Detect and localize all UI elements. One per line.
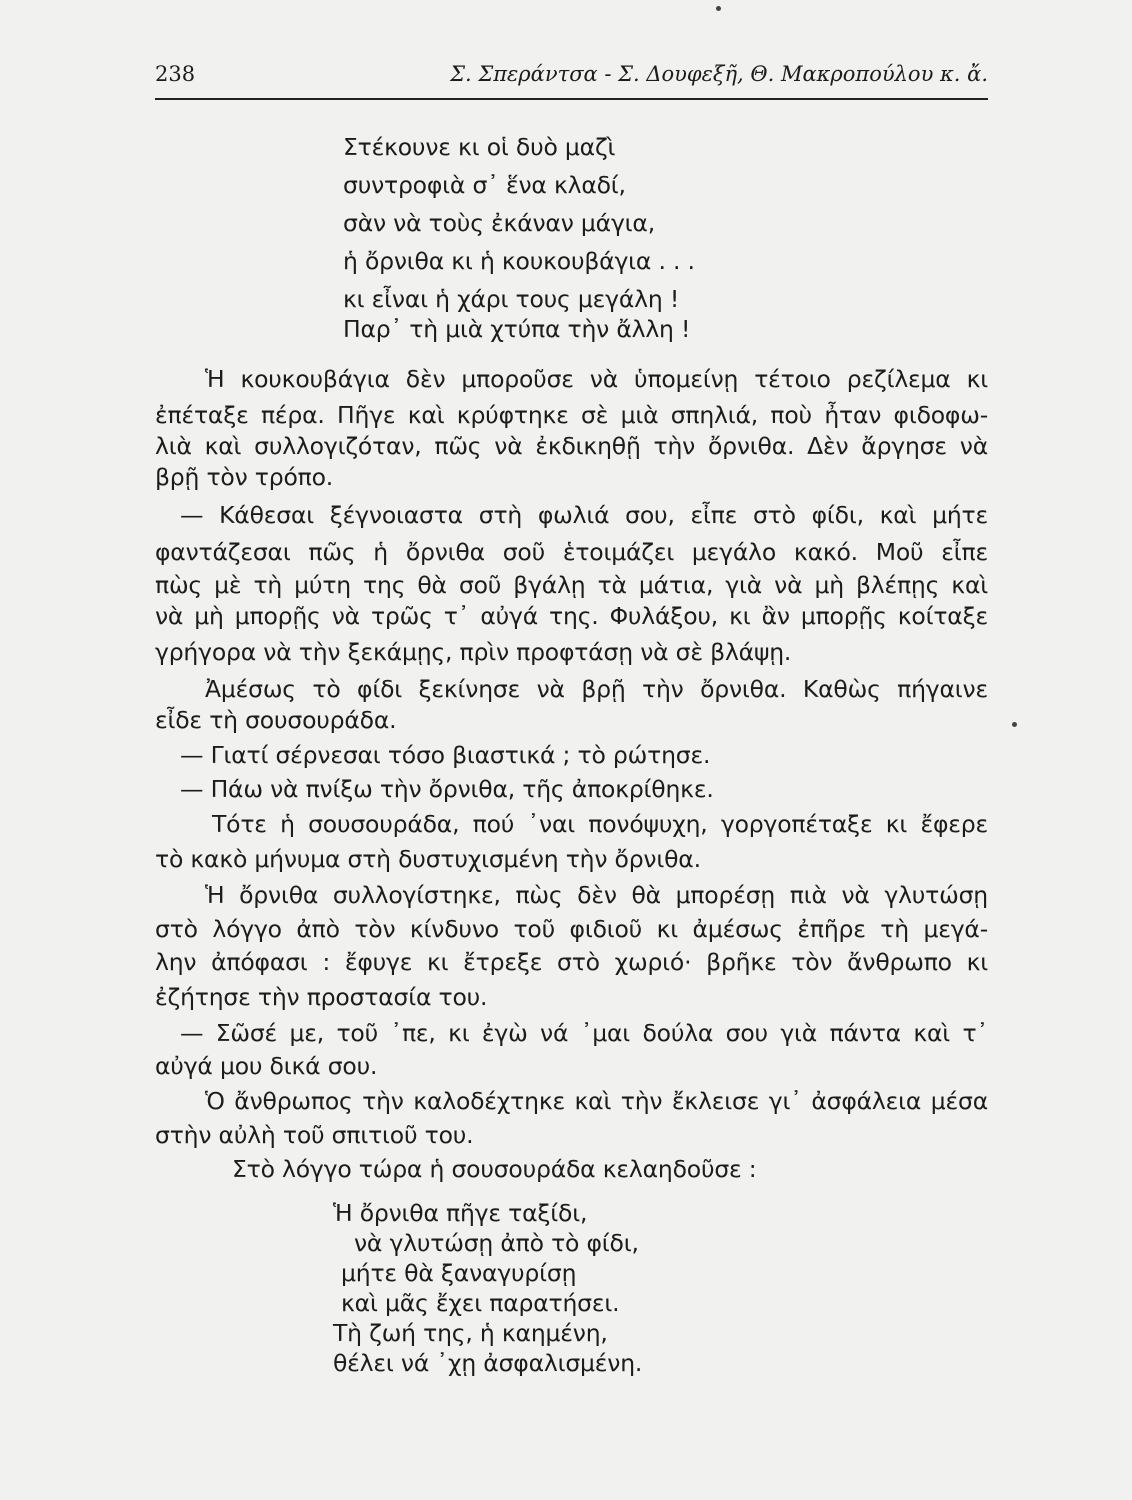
text-line: πὼς μὲ τὴ μύτη της θὰ σοῦ βγάλῃ τὰ μάτια, γιὰ νὰ μὴ βλέπῃς καὶ [155, 571, 988, 599]
text-line: — Κάθεσαι ξέγνοιαστα στὴ φωλιά σου, εἶπε στὸ φίδι, καὶ μήτε [180, 501, 988, 529]
verse-line: ἡ ὄρνιθα κι ἡ κουκουβάγια . . . [343, 247, 695, 275]
verse-line: θέλει νά ᾿χῃ ἀσφαλισμένη. [333, 1349, 643, 1377]
text-line: φαντάζεσαι πῶς ἡ ὄρνιθα σοῦ ἑτοιμάζει μεγάλο κακό. Μοῦ εἶπε [155, 538, 988, 566]
text-line: — Γιατί σέρνεσαι τόσο βιαστικά ; τὸ ρώτησε. [180, 741, 711, 769]
ink-speck [1012, 722, 1017, 727]
text-line: τὸ κακὸ μήνυμα στὴ δυστυχισμένη τὴν ὄρνιθα. [155, 845, 701, 873]
text-line: Ἀμέσως τὸ φίδι ξεκίνησε νὰ βρῇ τὴν ὄρνιθα. Καθὼς πήγαινε [205, 675, 988, 703]
page-header [155, 58, 988, 100]
text-line: Ὁ ἄνθρωπος τὴν καλοδέχτηκε καὶ τὴν ἔκλεισε γι᾿ ἀσφάλεια μέσα [205, 1087, 988, 1115]
verse-line: μήτε θὰ ξαναγυρίσῃ [341, 1259, 577, 1287]
ink-speck [716, 6, 721, 11]
text-line: ἐπέταξε πέρα. Πῆγε καὶ κρύφτηκε σὲ μιὰ σπηλιά, ποὺ ἦταν φιδοφω- [155, 401, 988, 429]
verse-line: συντροφιὰ σ᾿ ἕνα κλαδί, [343, 171, 626, 199]
verse-line: Παρ᾿ τὴ μιὰ χτύπα τὴν ἄλλη ! [343, 315, 691, 343]
verse-line: Ἡ ὄρνιθα πῆγε ταξίδι, [333, 1199, 588, 1227]
text-line: βρῇ τὸν τρόπο. [155, 463, 334, 491]
verse-line: νὰ γλυτώσῃ ἀπὸ τὸ φίδι, [354, 1229, 639, 1257]
text-line: νὰ μὴ μπορῇς νὰ τρῶς τ᾿ αὐγά της. Φυλάξου, κι ἂν μπορῇς κοίταξε [155, 602, 988, 630]
text-line: λιὰ καὶ συλλογιζόταν, πῶς νὰ ἐκδικηθῇ τὴν ὄρνιθα. Δὲν ἄργησε νὰ [155, 432, 988, 460]
verse-line: σὰν νὰ τοὺς ἐκάναν μάγια, [343, 209, 655, 237]
running-head: Σ. Σπεράντσα - Σ. Δουφεξῆ, Θ. Μακροπούλου κ. ἄ. [450, 62, 988, 86]
text-line: — Σῶσέ με, τοῦ ᾿πε, κι ἐγὼ νά ᾿μαι δούλα σου γιὰ πάντα καὶ τ᾿ [180, 1019, 988, 1047]
text-line: Ἡ ὄρνιθα συλλογίστηκε, πὼς δὲν θὰ μπορέσῃ πιὰ νὰ γλυτώσῃ [205, 881, 988, 909]
text-line: γρήγορα νὰ τὴν ξεκάμῃς, πρὶν προφτάσῃ νὰ σὲ βλάψῃ. [155, 638, 792, 666]
text-line: Στὸ λόγγο τώρα ἡ σουσουράδα κελαηδοῦσε : [232, 1155, 757, 1183]
text-line: Ἡ κουκουβάγια δὲν μποροῦσε νὰ ὑπομείνῃ τέτοιο ρεζίλεμα κι [205, 365, 988, 393]
verse-line: καὶ μᾶς ἔχει παρατήσει. [341, 1289, 620, 1317]
verse-line: Στέκουνε κι οἱ δυὸ μαζὶ [343, 133, 616, 161]
text-line: εἶδε τὴ σουσουράδα. [155, 706, 397, 734]
text-line: Τότε ἡ σουσουράδα, πού ᾿ναι πονόψυχη, γοργοπέταξε κι ἔφερε [212, 810, 988, 838]
text-line: αὐγά μου δικά σου. [155, 1052, 378, 1080]
verse-line: κι εἶναι ἡ χάρι τους μεγάλη ! [343, 285, 680, 313]
text-line: ἐζήτησε τὴν προστασία του. [155, 983, 488, 1011]
page-number: 238 [155, 62, 196, 86]
text-line: στὴν αὐλὴ τοῦ σπιτιοῦ του. [155, 1121, 474, 1149]
text-line: — Πάω νὰ πνίξω τὴν ὄρνιθα, τῆς ἀποκρίθηκε. [180, 775, 714, 803]
text-line: λην ἀπόφασι : ἔφυγε κι ἔτρεξε στὸ χωριό· βρῆκε τὸν ἄνθρωπο κι [155, 948, 988, 976]
verse-line: Τὴ ζωή της, ἡ καημένη, [333, 1319, 608, 1347]
text-line: στὸ λόγγο ἀπὸ τὸν κίνδυνο τοῦ φιδιοῦ κι ἀμέσως ἐπῆρε τὴ μεγά- [155, 915, 988, 943]
